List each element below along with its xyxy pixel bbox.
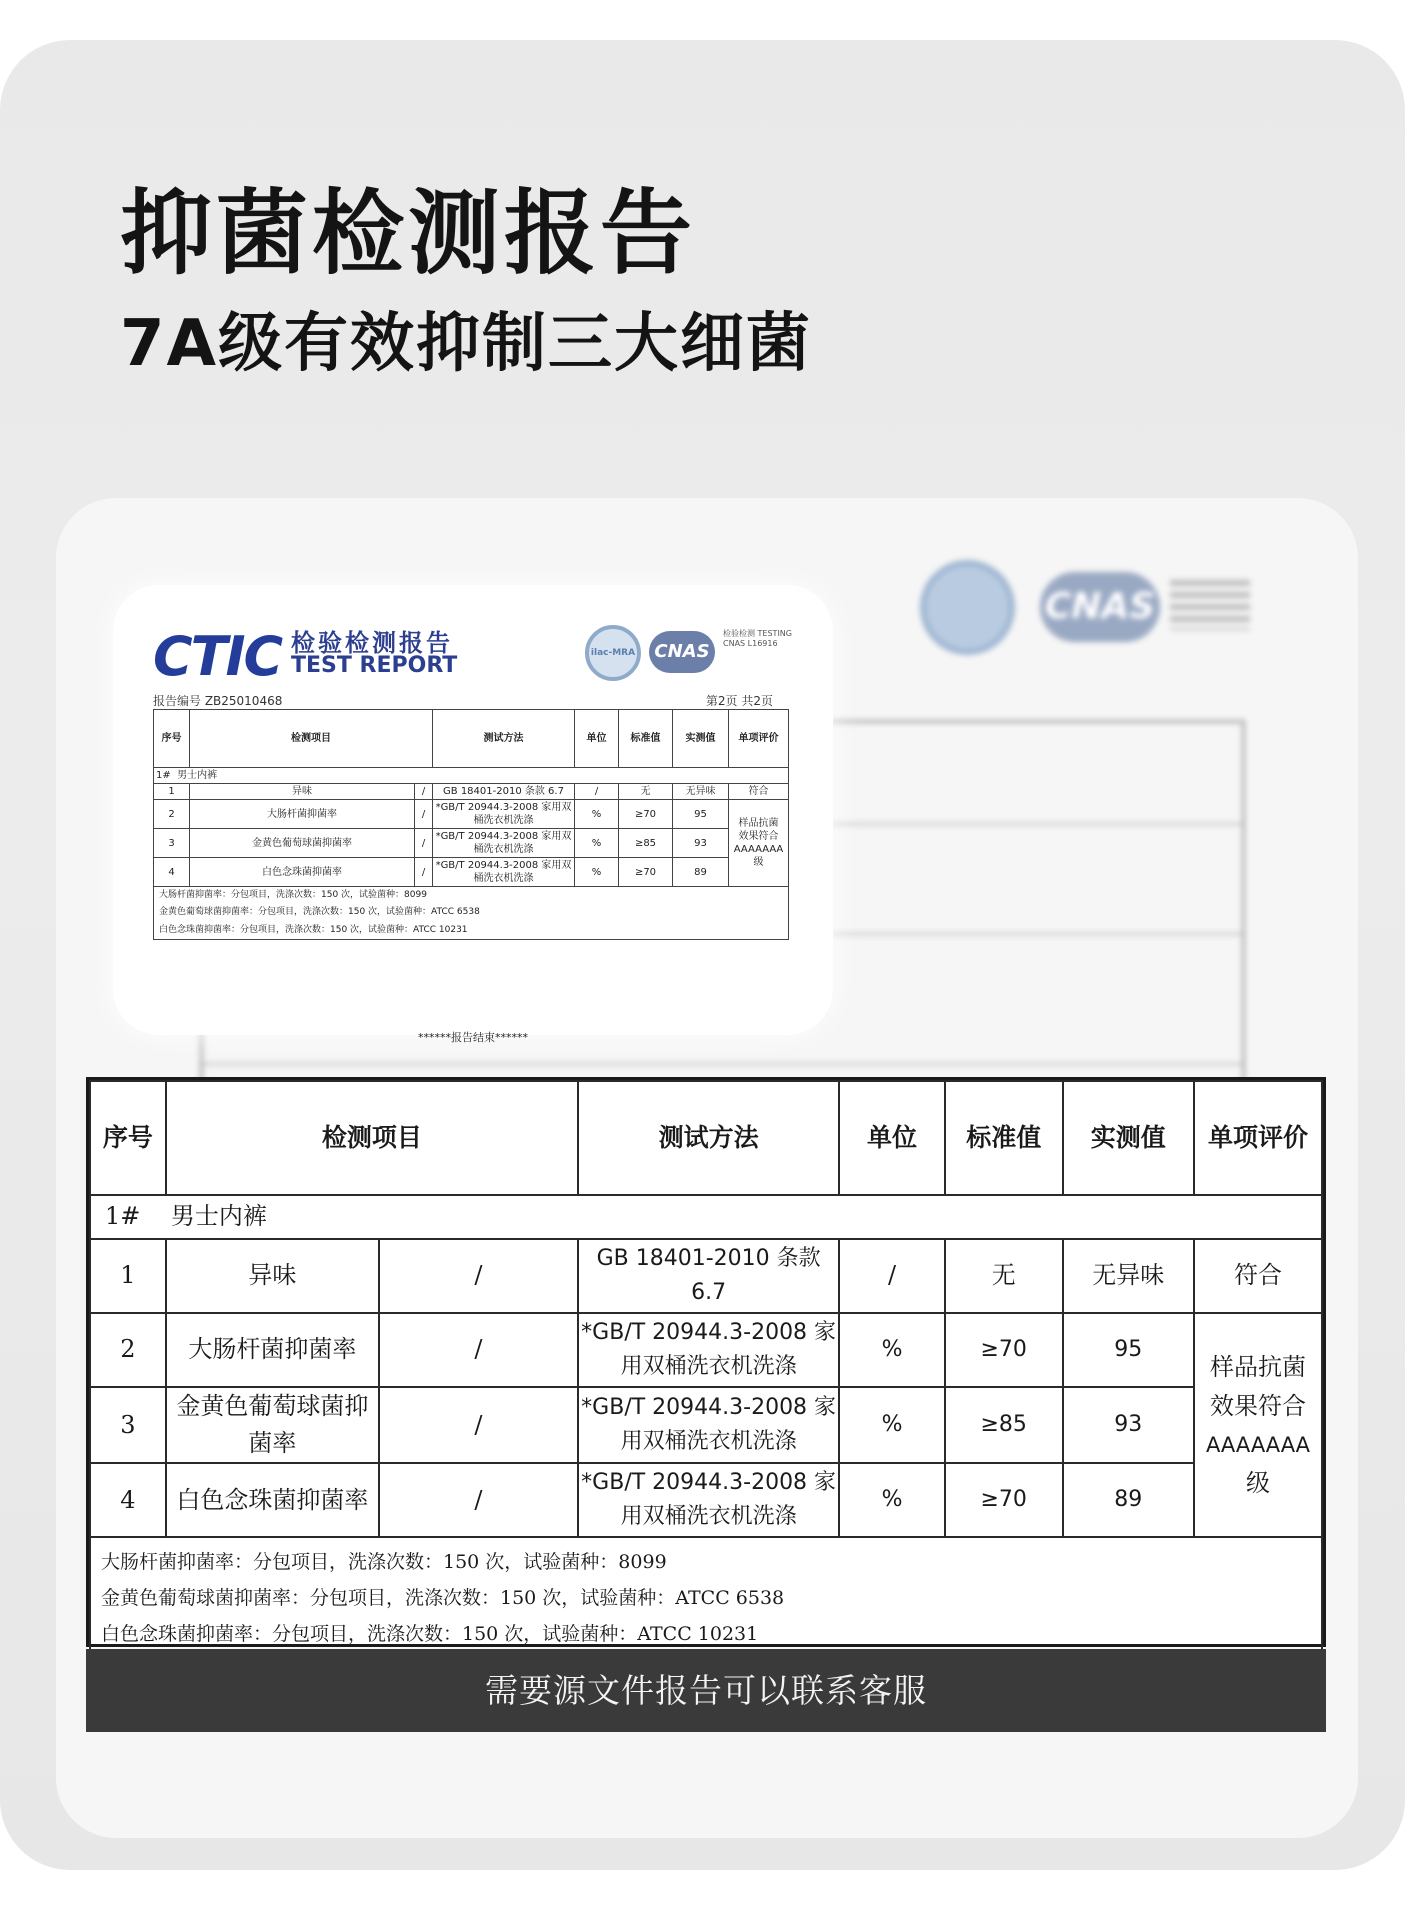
table-row	[90, 1463, 1322, 1537]
report-end-mark: ******报告结束******	[418, 1031, 528, 1044]
mini-cell: 4	[154, 858, 190, 887]
cell-measured: 无异味	[1063, 1239, 1195, 1313]
eval-line: 效果符合	[1210, 1391, 1307, 1420]
mini-cell: *GB/T 20944.3-2008 家用双桶洗衣机洗涤	[433, 858, 575, 887]
header-cell-no: 序号	[90, 1081, 166, 1195]
results-table	[89, 1080, 1323, 1660]
table-row	[90, 1387, 1322, 1463]
mini-cell: ≥70	[619, 800, 673, 829]
cell-no: 3	[90, 1387, 166, 1463]
merged-eval-cell	[1194, 1313, 1322, 1537]
report-thumbnail	[113, 585, 833, 1044]
table-row	[90, 1313, 1322, 1387]
cell-sub: /	[379, 1463, 578, 1537]
cell-item: 异味	[166, 1239, 379, 1313]
mini-cell: 无	[619, 784, 673, 800]
contact-banner: 需要源文件报告可以联系客服	[86, 1649, 1326, 1732]
notes-cell	[90, 1537, 1322, 1659]
cell-no: 4	[90, 1463, 166, 1537]
mini-cell: 93	[673, 829, 729, 858]
mini-cell: /	[415, 784, 433, 800]
cell-standard: ≥85	[945, 1387, 1063, 1463]
cell-measured: 89	[1063, 1463, 1195, 1537]
cell-no: 2	[90, 1313, 166, 1387]
mini-cell: 2	[154, 800, 190, 829]
mini-cell: 89	[673, 858, 729, 887]
cell-eval: 符合	[1194, 1239, 1322, 1313]
mini-cell: /	[575, 784, 619, 800]
mini-cell: %	[575, 858, 619, 887]
seal-text-icon	[1170, 580, 1250, 630]
report-title-en: TEST REPORT	[291, 653, 458, 678]
note-line: 大肠杆菌抑菌率：分包项目，洗涤次数：150 次，试验菌种：8099	[101, 1551, 667, 1574]
note-line: 金黄色葡萄球菌抑菌率：分包项目，洗涤次数：150 次，试验菌种：ATCC 6538	[101, 1587, 785, 1610]
note-line: 白色念珠菌抑菌率：分包项目，洗涤次数：150 次，试验菌种：ATCC 10231	[101, 1623, 759, 1646]
header-cell-measured: 实测值	[1063, 1081, 1195, 1195]
cell-sub: /	[379, 1387, 578, 1463]
cell-item: 大肠杆菌抑菌率	[166, 1313, 379, 1387]
mini-cell: 95	[673, 800, 729, 829]
cell-method: *GB/T 20944.3-2008 家用双桶洗衣机洗涤	[578, 1463, 839, 1537]
cell-standard: ≥70	[945, 1313, 1063, 1387]
mini-note: 白色念珠菌抑菌率：分包项目，洗涤次数：150 次，试验菌种：ATCC 10231	[154, 922, 789, 940]
cnas-seal: CNAS	[649, 631, 715, 673]
cell-item: 白色念珠菌抑菌率	[166, 1463, 379, 1537]
mini-cell: 无异味	[673, 784, 729, 800]
mini-header-cell: 实测值	[673, 710, 729, 768]
mini-cell: GB 18401-2010 条款 6.7	[433, 784, 575, 800]
cell-method: *GB/T 20944.3-2008 家用双桶洗衣机洗涤	[578, 1387, 839, 1463]
mini-header-cell: 单项评价	[729, 710, 789, 768]
ctic-logo: CTIC	[153, 625, 282, 688]
mini-cell: /	[415, 800, 433, 829]
cell-sub: /	[379, 1239, 578, 1313]
cell-unit: %	[839, 1463, 945, 1537]
cell-standard: 无	[945, 1239, 1063, 1313]
mini-merged-eval: 样品抗菌 效果符合 AAAAAAA 级	[729, 800, 789, 887]
report-title-cn: 检验检测报告	[291, 629, 453, 657]
mini-header-cell: 标准值	[619, 710, 673, 768]
mini-cell: /	[415, 858, 433, 887]
report-number: 报告编号 ZB25010468	[153, 694, 283, 708]
eval-line: 级	[1246, 1468, 1271, 1497]
page-title: 抑菌检测报告	[120, 180, 697, 287]
cell-method: *GB/T 20944.3-2008 家用双桶洗衣机洗涤	[578, 1313, 839, 1387]
cell-measured: 95	[1063, 1313, 1195, 1387]
header-cell-method: 测试方法	[578, 1081, 839, 1195]
cnas-seal-icon: CNAS	[1040, 572, 1160, 642]
mini-cell: *GB/T 20944.3-2008 家用双桶洗衣机洗涤	[433, 800, 575, 829]
page-subtitle: 7A级有效抑制三大细菌	[120, 307, 813, 381]
results-table-enlarged	[86, 1077, 1326, 1647]
cell-unit: %	[839, 1313, 945, 1387]
mini-cell: 异味	[190, 784, 415, 800]
mini-header-cell: 单位	[575, 710, 619, 768]
eval-line: 样品抗菌	[1210, 1353, 1307, 1382]
mini-header-cell: 测试方法	[433, 710, 575, 768]
mini-note: 大肠杆菌抑菌率：分包项目，洗涤次数：150 次，试验菌种：8099	[154, 887, 789, 905]
mini-cell: /	[415, 829, 433, 858]
mini-cell: 1	[154, 784, 190, 800]
mini-cell: ≥70	[619, 858, 673, 887]
mini-cell: 白色念珠菌抑菌率	[190, 858, 415, 887]
mini-cell: %	[575, 800, 619, 829]
page-info: 第2页 共2页	[705, 694, 773, 708]
table-row	[90, 1239, 1322, 1313]
mini-cell: 大肠杆菌抑菌率	[190, 800, 415, 829]
mini-cell: *GB/T 20944.3-2008 家用双桶洗衣机洗涤	[433, 829, 575, 858]
header-cell-standard: 标准值	[945, 1081, 1063, 1195]
mini-cell: 符合	[729, 784, 789, 800]
mini-note: 金黄色葡萄球菌抑菌率：分包项目，洗涤次数：150 次，试验菌种：ATCC 6538	[154, 904, 789, 921]
header-cell-unit: 单位	[839, 1081, 945, 1195]
cell-method: GB 18401-2010 条款 6.7	[578, 1239, 839, 1313]
mini-cell: %	[575, 829, 619, 858]
group-row	[90, 1195, 1322, 1239]
mini-header-cell: 序号	[154, 710, 190, 768]
mini-cell: 金黄色葡萄球菌抑菌率	[190, 829, 415, 858]
mini-group-row: 1# 男士内裤	[154, 768, 789, 784]
mini-header-cell: 检测项目	[190, 710, 433, 768]
testing-seal: 检验检测 TESTING CNAS L16916	[723, 629, 792, 648]
eval-grade: AAAAAAA	[1205, 1433, 1311, 1458]
cell-no: 1	[90, 1239, 166, 1313]
cell-unit: /	[839, 1239, 945, 1313]
cell-item: 金黄色葡萄球菌抑菌率	[166, 1387, 379, 1463]
cell-unit: %	[839, 1387, 945, 1463]
group-name: 男士内裤	[170, 1202, 267, 1231]
mini-cell: 3	[154, 829, 190, 858]
group-label: 1#	[105, 1202, 141, 1231]
ilac-seal-icon	[920, 560, 1015, 655]
mini-results-table	[153, 709, 789, 940]
ilac-mra-seal: ilac-MRA	[585, 625, 641, 681]
cell-sub: /	[379, 1313, 578, 1387]
cell-measured: 93	[1063, 1387, 1195, 1463]
cell-standard: ≥70	[945, 1463, 1063, 1537]
header-cell-item: 检测项目	[166, 1081, 578, 1195]
mini-cell: ≥85	[619, 829, 673, 858]
header-cell-eval: 单项评价	[1194, 1081, 1322, 1195]
